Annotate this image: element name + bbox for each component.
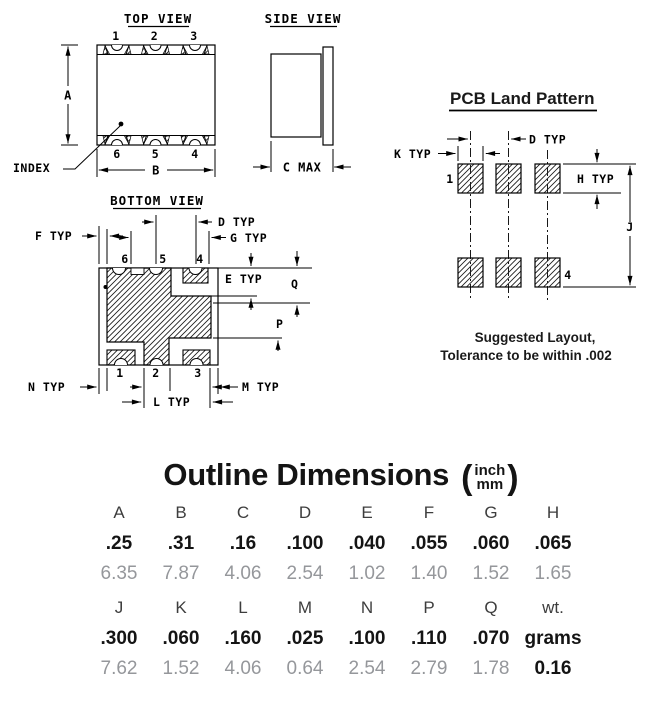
dimensions-table-block-2 <box>88 595 584 684</box>
dim-letter: N <box>360 598 374 617</box>
dim-g-label: G TYP <box>230 231 268 245</box>
dim-inch-value: .110 <box>411 628 447 649</box>
pin-label: 4 <box>196 252 204 266</box>
dim-mm-value: 2.79 <box>410 658 448 679</box>
dim-inch-value: .025 <box>286 628 324 649</box>
land-pad <box>535 258 560 287</box>
dim-letter: Q <box>484 598 498 617</box>
dim-inch-value: .040 <box>348 533 386 554</box>
pin-label: 6 <box>113 147 121 161</box>
dim-letter: A <box>113 503 125 522</box>
unit-mm: mm <box>476 476 504 493</box>
dim-p-label: P <box>276 317 284 331</box>
dim-inch-value: .060 <box>472 533 510 554</box>
dimensions-title: Outline Dimensions <box>163 457 450 492</box>
dim-mm-value: 1.02 <box>348 563 386 584</box>
dim-mm-value: 1.40 <box>410 563 448 584</box>
dim-mm-value: 2.54 <box>348 658 386 679</box>
land-pad <box>496 258 521 287</box>
dim-letter: K <box>175 598 187 617</box>
pin-label: 5 <box>151 147 160 161</box>
dim-f-label: F TYP <box>35 229 73 243</box>
land-pad <box>496 164 521 193</box>
dim-inch-value: grams <box>524 628 582 649</box>
pin-label: 1 <box>112 29 120 43</box>
dim-inch-value: .070 <box>472 628 510 649</box>
dim-mm-value: 4.06 <box>224 563 262 584</box>
dim-letter: P <box>423 598 435 617</box>
land-pattern-note <box>440 330 612 363</box>
dim-inch-value: .060 <box>162 628 200 649</box>
dim-n-label: N TYP <box>28 380 66 394</box>
dim-inch-value: .055 <box>410 533 448 554</box>
side-view-title: SIDE VIEW <box>264 11 342 26</box>
pin-label: 3 <box>194 366 202 380</box>
units-legend <box>461 458 519 497</box>
dim-mm-value: 7.87 <box>162 563 200 584</box>
dim-inch-value: .100 <box>286 533 324 554</box>
index-label: INDEX <box>13 161 51 175</box>
note-line-2: Tolerance to be within .002 <box>440 348 612 363</box>
dim-inch-value: .300 <box>100 628 138 649</box>
unit-stack <box>474 464 505 492</box>
side-view-body <box>271 54 321 137</box>
bottom-index-dot <box>104 285 108 289</box>
dim-k-label: K TYP <box>394 147 432 161</box>
dim-letter: F <box>423 503 435 522</box>
dim-mm-value: 2.54 <box>286 563 324 584</box>
land-pattern-title: PCB Land Pattern <box>450 89 595 108</box>
svg-text:C MAX: C MAX <box>282 160 322 175</box>
pin-label: 5 <box>159 252 167 266</box>
index-dot <box>119 122 124 127</box>
bottom-view-title: BOTTOM VIEW <box>110 193 204 208</box>
dim-mm-value: 7.62 <box>100 658 138 679</box>
dim-m-label: M TYP <box>242 380 280 394</box>
dim-inch-value: .100 <box>348 628 386 649</box>
dim-letter: J <box>114 598 124 617</box>
dim-letter: H <box>546 503 560 522</box>
dim-h-label: H TYP <box>577 172 615 186</box>
dim-letter: C <box>236 503 250 522</box>
note-line-1: Suggested Layout, <box>474 330 596 345</box>
bottom-view-drawing <box>28 193 312 409</box>
weight-value: 0.16 <box>534 658 572 679</box>
dim-letter: wt. <box>542 598 564 617</box>
land-pad <box>535 164 560 193</box>
open-paren: ( <box>461 458 473 497</box>
dim-mm-value: 1.52 <box>472 563 510 584</box>
dim-mm-value: 1.65 <box>534 563 572 584</box>
dim-mm-value: 0.64 <box>286 658 324 679</box>
dim-mm-value: 6.35 <box>100 563 138 584</box>
pin-label: 4 <box>564 268 572 282</box>
land-pad <box>458 258 483 287</box>
dim-a <box>61 45 78 145</box>
pin-label: 6 <box>121 252 129 266</box>
dim-d-label: D TYP <box>218 215 256 229</box>
dim-q-label: Q <box>291 277 299 291</box>
dim-inch-value: .065 <box>534 533 572 554</box>
pad-gap-slot <box>131 268 144 275</box>
dim-letter: B <box>175 503 187 522</box>
pin-label: 2 <box>152 366 160 380</box>
pin-label: 3 <box>190 29 198 43</box>
side-view-drawing <box>253 11 351 175</box>
side-view-flange <box>323 47 333 145</box>
close-paren: ) <box>507 458 519 497</box>
pin-label: 1 <box>116 366 124 380</box>
dim-inch-value: .31 <box>167 533 195 554</box>
dim-letter: E <box>361 503 373 522</box>
svg-text:A: A <box>64 88 72 103</box>
svg-text:B: B <box>152 163 160 178</box>
top-view-drawing <box>13 11 215 178</box>
dim-inch-value: .160 <box>224 628 262 649</box>
dim-c <box>253 141 351 175</box>
top-view-title: TOP VIEW <box>123 11 193 26</box>
land-pad <box>458 164 483 193</box>
dimensions-table-block-1 <box>88 500 584 589</box>
dim-mm-value: 4.06 <box>224 658 262 679</box>
dim-e-label: E TYP <box>225 272 263 286</box>
pin-label: 2 <box>150 29 159 43</box>
dim-letter: L <box>238 598 248 617</box>
dim-inch-value: .16 <box>229 533 257 554</box>
dim-mm-value: 1.52 <box>162 658 200 679</box>
dim-j-label: J <box>626 220 634 234</box>
dim-d-label: D TYP <box>529 132 567 147</box>
pin-label: 4 <box>191 147 199 161</box>
dim-letter: D <box>298 503 312 522</box>
dim-letter: G <box>484 503 498 522</box>
dimensions-title-row <box>0 452 646 498</box>
dim-letter: M <box>297 598 313 617</box>
top-view-package-outline <box>97 45 215 145</box>
unit-inch: inch <box>474 462 506 479</box>
land-pattern-drawing <box>394 89 636 363</box>
pin-label: 1 <box>446 172 454 186</box>
dim-inch-value: .25 <box>105 533 133 554</box>
dim-mm-value: 1.78 <box>472 658 510 679</box>
land-pads <box>458 164 560 287</box>
dim-l-label: L TYP <box>153 395 191 409</box>
